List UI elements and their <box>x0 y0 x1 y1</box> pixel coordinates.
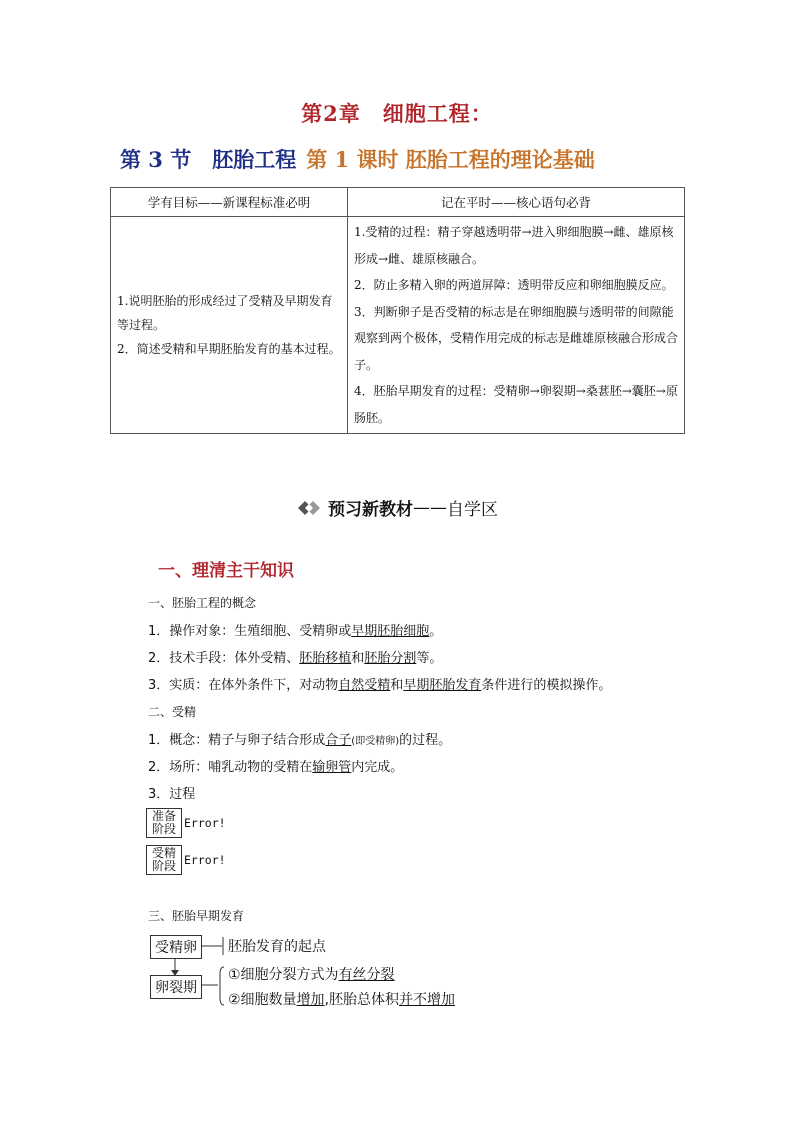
stage-box: 准备阶段 <box>146 808 182 838</box>
fertilization-item-1: 1．概念：精子与卵子结合形成合子(即受精卵)的过程。 <box>148 733 452 748</box>
goal-item: 1.说明胚胎的形成经过了受精及早期发育等过程。 <box>117 294 333 332</box>
cleavage-box: 卵裂期 <box>150 975 202 999</box>
goals-table <box>110 187 685 434</box>
concept-item-1: 1．操作对象：生殖细胞、受精卵或早期胚胎细胞。 <box>148 624 443 639</box>
core-item: 3．判断卵子是否受精的标志是在卵细胞膜与透明带的间隙能观察到两个极体，受精作用完成的标志是雌雄原核融合形成合子。 <box>354 304 679 372</box>
section-name: 第 3 节 胚胎工程 <box>120 147 297 172</box>
fertilized-egg-box: 受精卵 <box>150 935 202 959</box>
diamond-logo-icon <box>296 498 322 518</box>
concept-title: 一、胚胎工程的概念 <box>148 596 257 610</box>
concept-item-2: 2．技术手段：体外受精、胚胎移植和胚胎分割等。 <box>148 651 443 666</box>
stage-error-text: Error! <box>184 816 226 830</box>
section-title <box>120 144 595 174</box>
stage-box: 受精阶段 <box>146 845 182 875</box>
zone-subtitle: 自学区 <box>447 500 498 520</box>
early-development-title: 三、胚胎早期发育 <box>148 909 245 923</box>
fertilized-egg-text: 胚胎发育的起点 <box>228 939 326 955</box>
stage-fertilization <box>146 845 226 875</box>
fertilization-title: 二、受精 <box>148 705 197 719</box>
fertilization-item-2: 2．场所：哺乳动物的受精在输卵管内完成。 <box>148 760 404 775</box>
chapter-title: 第2章 细胞工程： <box>301 101 493 126</box>
core-item: 1.受精的过程：精子穿越透明带→进入卵细胞膜→雌、雄原核形成→雌、雄原核融合。 <box>354 225 674 266</box>
lesson-name: 第 1 课时 胚胎工程的理论基础 <box>306 147 595 172</box>
zone-dash: —— <box>413 497 447 518</box>
core-item: 2．防止多精入卵的两道屏障：透明带反应和卵细胞膜反应。 <box>354 278 674 292</box>
goals-right-header: 记在平时——核心语句必背 <box>348 188 685 217</box>
stage-error-text: Error! <box>184 853 226 867</box>
stage-preparation <box>146 808 226 838</box>
goals-right-cell <box>348 217 685 434</box>
cleavage-item-2: ②细胞数量增加,胚胎总体积并不增加 <box>228 992 456 1008</box>
knowledge-heading: 一、理清主干知识 <box>158 561 294 581</box>
goal-item: 2．简述受精和早期胚胎发育的基本过程。 <box>117 342 341 356</box>
cleavage-item-1: ①细胞分裂方式为有丝分裂 <box>228 967 395 983</box>
zone-title: 预习新教材 <box>328 500 413 520</box>
core-item: 4．胚胎早期发育的过程：受精卵→卵裂期→桑葚胚→囊胚→原肠胚。 <box>354 384 678 425</box>
goals-left-header: 学有目标——新课程标准必明 <box>111 188 348 217</box>
concept-item-3: 3．实质：在体外条件下，对动物自然受精和早期胚胎发育条件进行的模拟操作。 <box>148 678 612 693</box>
fertilization-item-3: 3．过程 <box>148 787 196 802</box>
goals-left-cell <box>111 217 348 434</box>
early-development-diagram <box>148 934 508 1014</box>
preview-zone-banner <box>296 495 498 520</box>
